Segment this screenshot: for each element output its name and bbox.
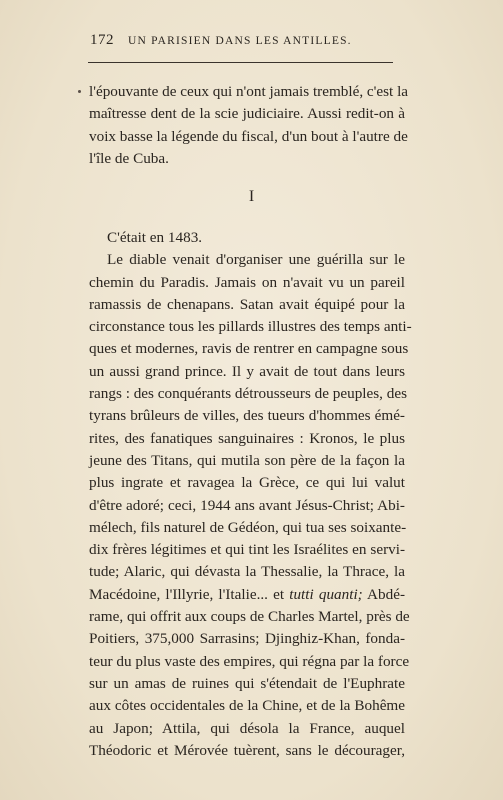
- text-segment: Abdé-: [362, 585, 405, 603]
- text-line: rangs : des conquérants détrousseurs de peuples, des: [89, 385, 408, 403]
- text-line: rites, des fanatiques sanguinaires : Kronos, le plus: [89, 429, 405, 447]
- text-line: l'île de Cuba.: [89, 149, 169, 167]
- chapter-body: [89, 227, 412, 762]
- text-line: ramassis de chenapans. Satan avait équipé pour la: [89, 295, 405, 313]
- italic-phrase: tutti quanti;: [289, 585, 363, 603]
- text-line: tyrans brûleurs de villes, des tueurs d'hommes émé-: [89, 407, 405, 425]
- date-line: C'était en 1483.: [107, 229, 203, 246]
- text-line: rame, qui offrit aux coups de Charles Martel, près de: [89, 608, 410, 626]
- text-line: chemin du Paradis. Jamais on n'avait vu un pareil: [89, 273, 405, 291]
- text-line: maîtresse dent de la scie judiciaire. Aussi redit-on à: [89, 105, 405, 123]
- page-number: 172: [90, 32, 114, 48]
- text-line: dix frères légitimes et qui tint les Israélites en servi-: [89, 541, 405, 559]
- text-line: Le diable venait d'organiser une guérilla sur le: [107, 251, 405, 269]
- paragraph-continued: [89, 81, 409, 170]
- text-line: Poitiers, 375,000 Sarrasins; Djinghiz-Khan, fonda-: [89, 630, 405, 648]
- text-line-italic-mix: [89, 584, 405, 606]
- text-line: au Japon; Attila, qui désola la France, auquel: [89, 719, 405, 737]
- text-line: tude; Alaric, qui dévasta la Thessalie, la Thrace, la: [89, 563, 405, 581]
- text-line: sur un amas de ruines qui s'étendait de l'Euphrate: [89, 674, 405, 692]
- text-line: mélech, fils naturel de Gédéon, qui tua ses soixante-: [89, 518, 407, 536]
- text-line: plus ingrate et ravagea la Grèce, ce qui lui valut: [89, 474, 405, 492]
- text-line: ques et modernes, ravis de rentrer en campagne sous: [89, 340, 409, 358]
- text-line: circonstance tous les pillards illustres des temps anti-: [89, 318, 412, 336]
- header-rule: [88, 62, 393, 63]
- text-line: l'épouvante de ceux qui n'ont jamais tremblé, c'est la: [89, 83, 409, 100]
- text-line: Théodoric et Mérovée tuèrent, sans le décourager,: [89, 741, 405, 759]
- running-title: UN PARISIEN DANS LES ANTILLES.: [128, 35, 352, 47]
- text-line: jeune des Titans, qui mutila son père de la façon la: [89, 451, 405, 469]
- page-header: [90, 32, 390, 49]
- text-line: d'être adoré; ceci, 1944 ans avant Jésus-Christ; Abi-: [89, 496, 405, 514]
- text-segment: Macédoine, l'Illyrie, l'Italie... et: [89, 585, 290, 603]
- text-line: teur du plus vaste des empires, qui régna par la force: [89, 652, 410, 670]
- text-line: aux côtes occidentales de la Chine, et de la Bohême: [89, 697, 405, 715]
- section-heading: I: [248, 188, 255, 205]
- text-line: un aussi grand prince. Il y avait de tout dans leurs: [89, 362, 405, 380]
- text-line: voix basse la légende du fiscal, d'un bout à l'autre de: [89, 127, 408, 145]
- margin-mark: [78, 90, 81, 93]
